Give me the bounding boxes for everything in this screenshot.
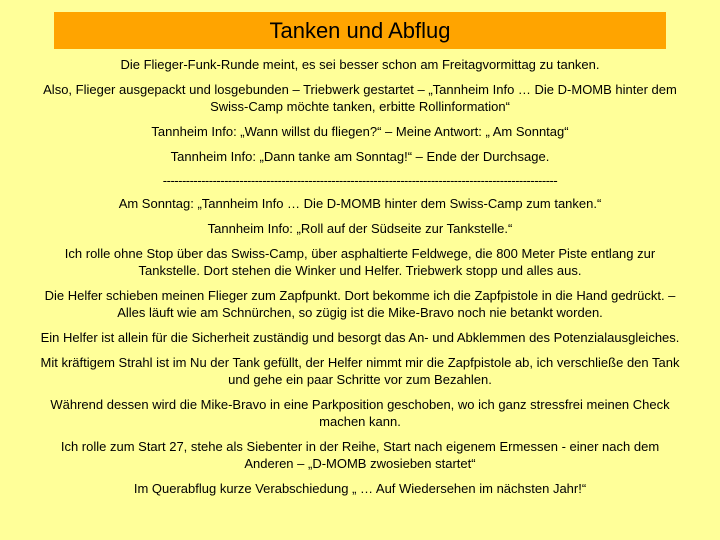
paragraph-11: Während dessen wird die Mike-Bravo in eine Parkposition geschoben, wo ich ganz stressfrei meinen Check machen kann. xyxy=(50,397,670,429)
title-bar xyxy=(54,12,666,49)
paragraph-5: Am Sonntag: „Tannheim Info … Die D-MOMB hinter dem Swiss-Camp zum tanken.“ xyxy=(118,196,602,211)
paragraph-4: Tannheim Info: „Dann tanke am Sonntag!“ – Ende der Durchsage. xyxy=(170,149,550,164)
paragraph-13: Im Querabflug kurze Verabschiedung „ … Auf Wiedersehen im nächsten Jahr!“ xyxy=(133,481,587,496)
paragraph-10: Mit kräftigem Strahl ist im Nu der Tank gefüllt, der Helfer nimmt mir die Zapfpistole ab, ich verschließe den Tank und gehe ein paar Schritte vor zum Bezahlen. xyxy=(40,355,680,387)
paragraph-1: Die Flieger-Funk-Runde meint, es sei besser schon am Freitagvormittag zu tanken. xyxy=(120,57,600,72)
paragraph-12: Ich rolle zum Start 27, stehe als Siebenter in der Reihe, Start nach eigenem Ermessen - einer nach dem Anderen – „D-MOMB zwosieben startet“ xyxy=(60,439,660,471)
separator-line: ------------------------------------------------------------------------------------------------------- xyxy=(162,173,558,188)
paragraph-6: Tannheim Info: „Roll auf der Südseite zur Tankstelle.“ xyxy=(207,221,513,236)
paragraph-7: Ich rolle ohne Stop über das Swiss-Camp, über asphaltierte Feldwege, die 800 Meter Piste entlang zur Tankstelle. Dort stehen die Winker und Helfer. Triebwerk stopp und alles aus. xyxy=(64,246,656,278)
paragraph-8: Die Helfer schieben meinen Flieger zum Zapfpunkt. Dort bekomme ich die Zapfpistole in die Hand gedrückt. – Alles läuft wie am Schnürchen, so zügig ist die Mike-Bravo noch nie betankt worden. xyxy=(44,288,676,320)
slide-title: Tanken und Abflug xyxy=(269,17,451,43)
paragraph-3: Tannheim Info: „Wann willst du fliegen?“ – Meine Antwort: „ Am Sonntag“ xyxy=(151,124,569,139)
slide-content xyxy=(40,56,680,505)
paragraph-9: Ein Helfer ist allein für die Sicherheit zuständig und besorgt das An- und Abklemmen des Potenzialausgleiches. xyxy=(40,330,680,345)
paragraph-2: Also, Flieger ausgepackt und losgebunden – Triebwerk gestartet – „Tannheim Info … Die D-MOMB hinter dem Swiss-Camp möchte tanken, erbitte Rollinformation“ xyxy=(43,82,677,114)
